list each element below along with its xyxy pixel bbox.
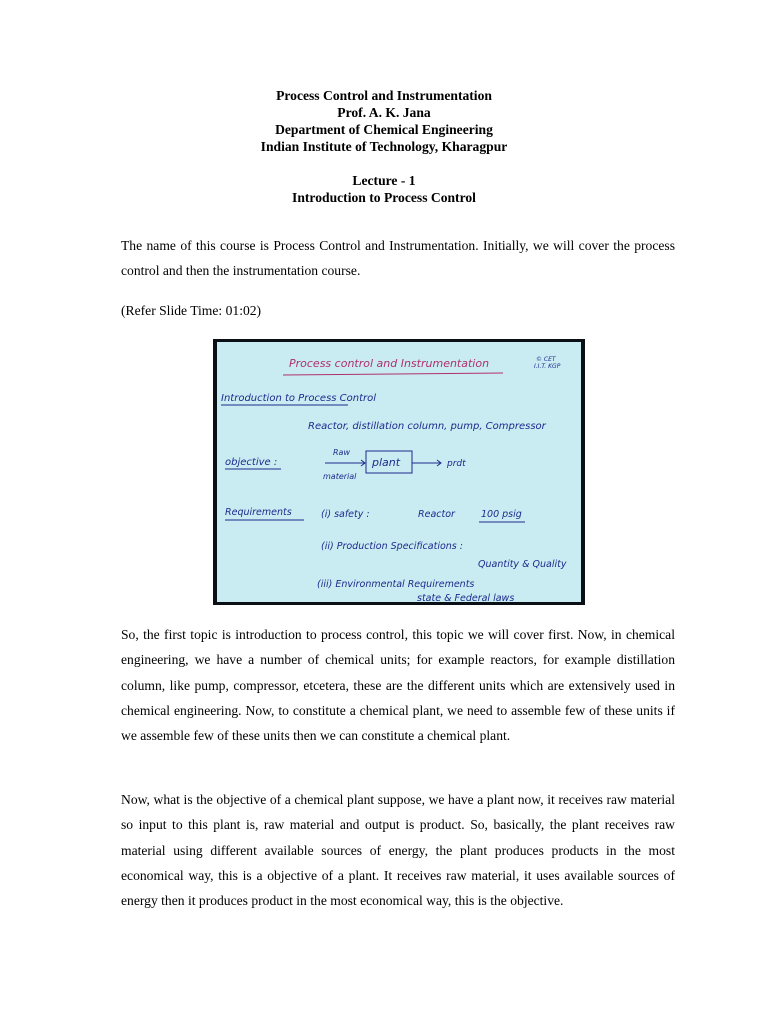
slide-raw-label: Raw — [333, 448, 351, 457]
course-title: Process Control and Instrumentation — [276, 88, 492, 103]
slide-requirements-label: Requirements — [225, 507, 292, 518]
slide-product-label: prdt — [447, 459, 466, 469]
slide-req2: (ii) Production Specifications : — [321, 541, 463, 552]
slide-req3-detail: state & Federal laws — [417, 593, 515, 604]
slide-logo-line2: I.I.T. KGP — [534, 363, 561, 370]
slide-title: Process control and Instrumentation — [289, 357, 490, 370]
lecture-slide-image — [213, 339, 585, 605]
slide-material-label: material — [323, 472, 357, 481]
document-header — [0, 87, 768, 155]
lecture-heading — [0, 172, 768, 206]
professor-name: Prof. A. K. Jana — [337, 105, 431, 120]
slide-units: Reactor, distillation column, pump, Compressor — [308, 421, 546, 432]
department-name: Department of Chemical Engineering — [275, 122, 493, 137]
slide-plant-label: plant — [372, 456, 401, 469]
slide-topic: Introduction to Process Control — [221, 393, 377, 404]
slide-logo-line1: © CET — [536, 356, 556, 363]
slide-objective-label: objective : — [225, 457, 278, 468]
intro-paragraph: The name of this course is Process Control and Instrumentation. Initially, we will cover the process control and then the instrumentation course. — [121, 238, 675, 279]
slide-req2-detail: Quantity & Quality — [478, 559, 567, 570]
objective-paragraph: Now, what is the objective of a chemical plant suppose, we have a plant now, it receives raw material so input to this plant is, raw material and output is product. So, basically, the plant receives raw material using different available sources of energy, the plant produces products in the most economical way, this is a objective of a plant. It receives raw material, it uses available sources of energy then it produces product in the most economical way, this is the objective. — [121, 792, 675, 909]
lecture-title: Introduction to Process Control — [292, 190, 476, 205]
slide-time-reference: (Refer Slide Time: 01:02) — [121, 303, 262, 318]
slide-req1: (i) safety : — [321, 509, 370, 520]
institute-name: Indian Institute of Technology, Kharagpur — [260, 139, 508, 154]
slide-req1-value: 100 psig — [481, 509, 522, 520]
slide-req3: (iii) Environmental Requirements — [317, 579, 475, 590]
lecture-number: Lecture - 1 — [352, 173, 416, 188]
first-topic-paragraph: So, the first topic is introduction to process control, this topic we will cover first. Now, in chemical engineering, we have a number of chemical units; for example reactors, for example distillation column, like pump, compressor, etcetera, these are the different units which are extensively used in chemical engineering. Now, to constitute a chemical plant, we need to assemble few of these units if we assemble few of these units then we can constitute a chemical plant. — [121, 627, 675, 744]
slide-req1-note: Reactor — [418, 509, 455, 520]
